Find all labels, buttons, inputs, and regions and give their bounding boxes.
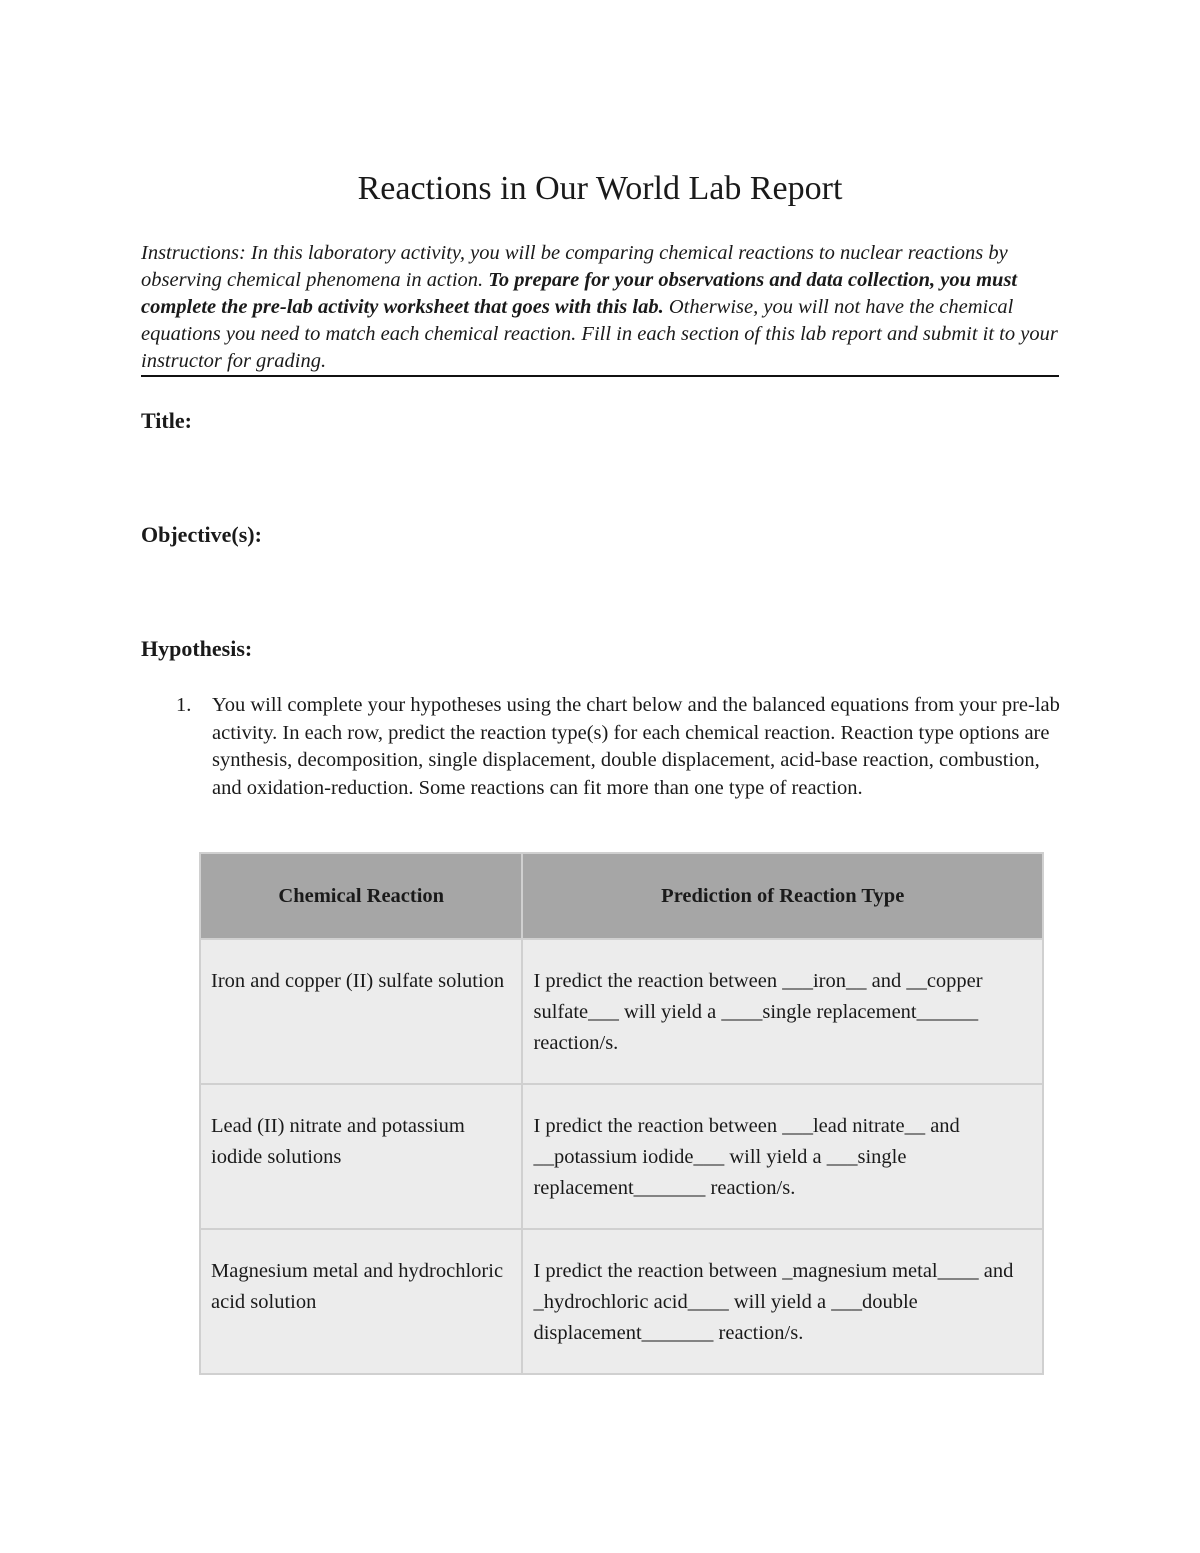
table-row	[200, 1084, 1043, 1229]
hypothesis-table	[199, 852, 1044, 1375]
prediction-cell[interactable]: I predict the reaction between _magnesium metal____ and _hydrochloric acid____ will yield a ___double displacement_______ reaction/s.	[522, 1229, 1043, 1374]
section-divider	[141, 375, 1059, 377]
objective-heading: Objective(s):	[141, 522, 262, 547]
document-title: Reactions in Our World Lab Report	[357, 170, 843, 207]
title-heading: Title:	[141, 408, 192, 433]
table-row	[200, 1229, 1043, 1374]
instructions-intro: Instructions: In this laboratory activity, you will be comparing chemical reactions to nuclear reactions by observing chemical phenomena in action.	[141, 242, 1008, 291]
reaction-cell: Magnesium metal and hydrochloric acid solution	[200, 1229, 522, 1374]
table-header-row	[200, 853, 1043, 939]
instructions-paragraph	[141, 240, 1059, 375]
hypothesis-heading: Hypothesis:	[141, 636, 253, 661]
reaction-cell: Iron and copper (II) sulfate solution	[200, 939, 522, 1084]
prediction-cell[interactable]: I predict the reaction between ___iron__ and __copper sulfate___ will yield a ____single replacement______ reaction/s.	[522, 939, 1043, 1084]
instructions-bold-note: To prepare for your observations and data collection, you must complete the pre-lab activity worksheet that goes with this lab.	[141, 269, 1018, 318]
header-chemical-reaction: Chemical Reaction	[200, 853, 522, 939]
list-number: 1.	[176, 694, 192, 716]
list-text: You will complete your hypotheses using the chart below and the balanced equations from your pre-lab activity. In each row, predict the reaction type(s) for each chemical reaction. Reaction type options are synthesis, decomposition, single displacement, double displacement, acid-base reaction, combustion, and oxidation-reduction. Some reactions can fit more than one type of reaction.	[212, 694, 1060, 799]
prediction-cell[interactable]: I predict the reaction between ___lead nitrate__ and __potassium iodide___ will yield a ___single replacement_______ reaction/s.	[522, 1084, 1043, 1229]
table-row	[200, 939, 1043, 1084]
header-prediction: Prediction of Reaction Type	[522, 853, 1043, 939]
instructions-closing: Otherwise, you will not have the chemical equations you need to match each chemical reaction. Fill in each section of this lab report and submit it to your instructor for grading.	[141, 296, 1058, 372]
reaction-cell: Lead (II) nitrate and potassium iodide solutions	[200, 1084, 522, 1229]
